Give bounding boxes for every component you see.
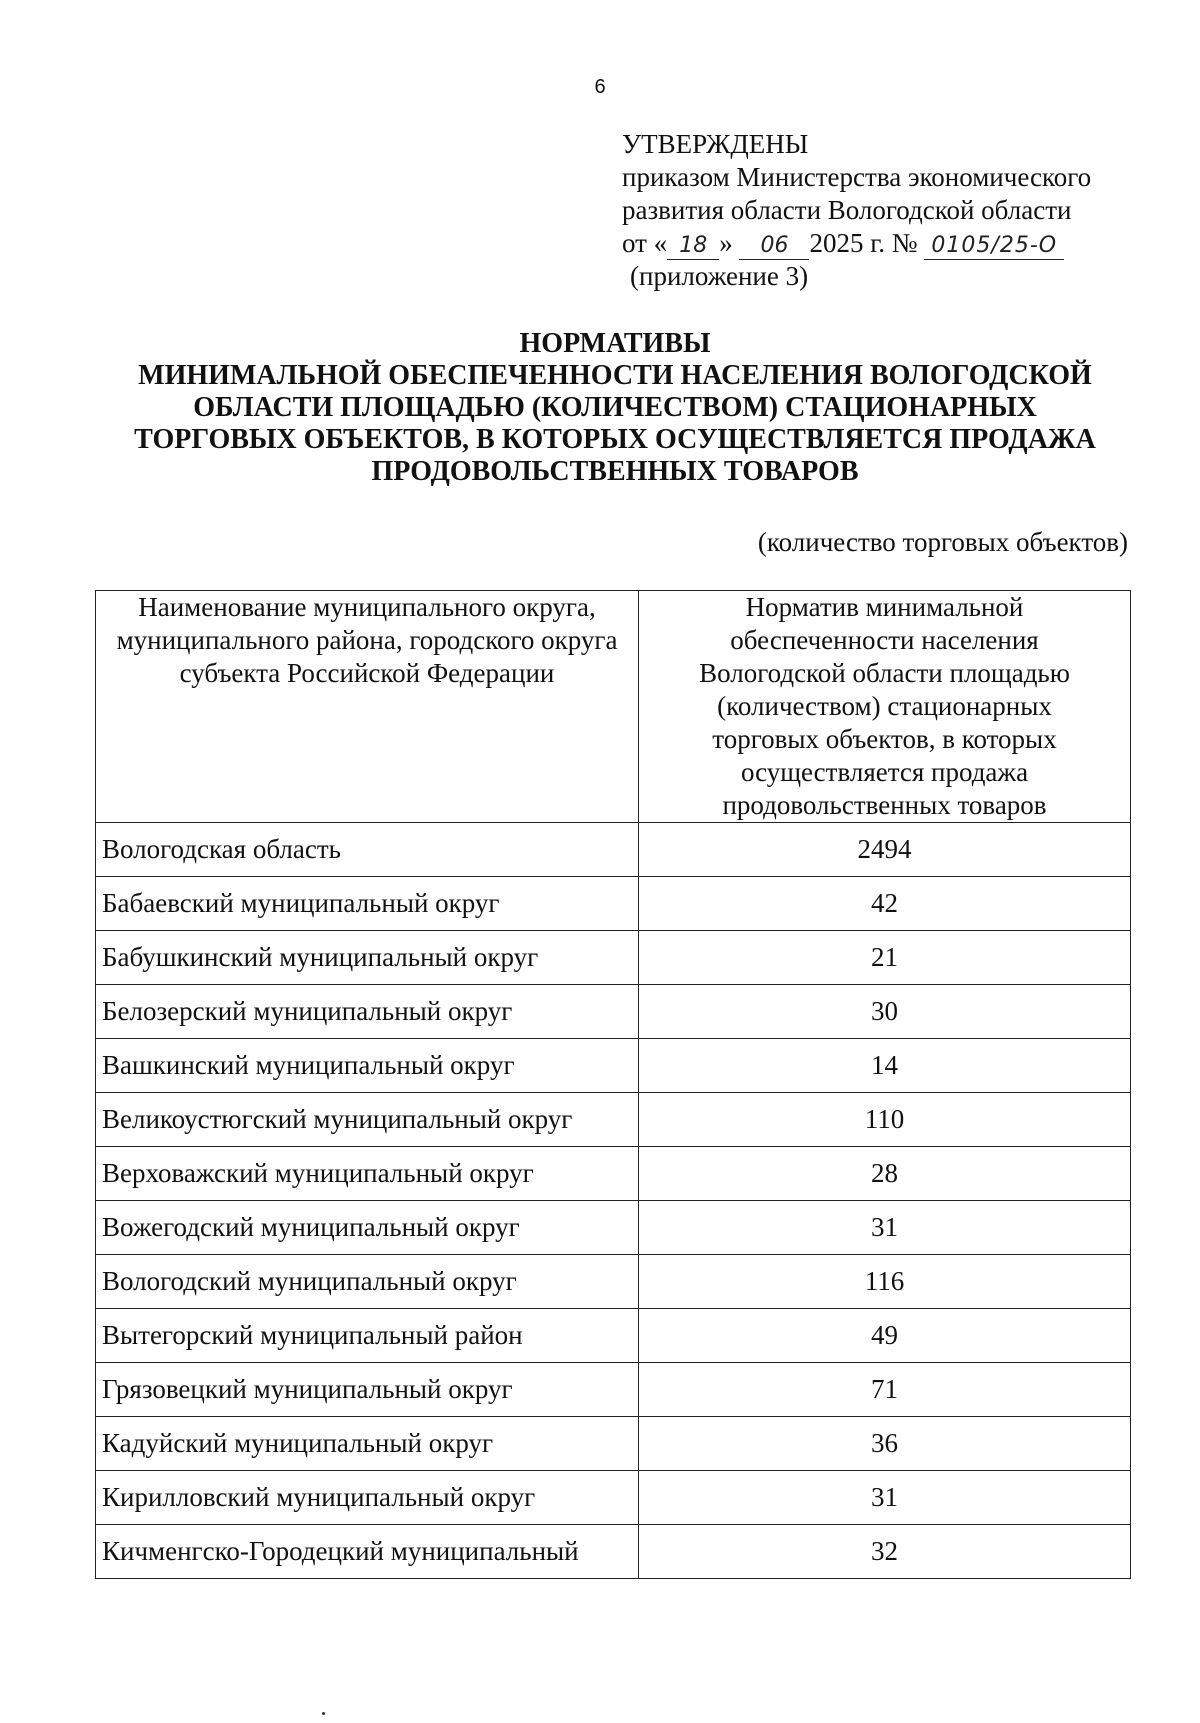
row-value: 32	[639, 1525, 1131, 1579]
table-row	[96, 823, 1131, 877]
row-name: Вашкинский муниципальный округ	[96, 1039, 639, 1093]
row-value: 28	[639, 1147, 1131, 1201]
table-row	[96, 1201, 1131, 1255]
row-value: 36	[639, 1417, 1131, 1471]
approval-block	[622, 128, 1091, 293]
handwritten-day: 18	[667, 233, 719, 260]
title-line-1: НОРМАТИВЫ	[519, 328, 711, 359]
scan-speck	[322, 1712, 325, 1715]
table-row	[96, 931, 1131, 985]
date-year: 2025 г. №	[809, 228, 918, 258]
table-row	[96, 1363, 1131, 1417]
title-line-5: ПРОДОВОЛЬСТВЕННЫХ ТОВАРОВ	[371, 456, 859, 487]
row-name: Белозерский муниципальный округ	[96, 985, 639, 1039]
row-value: 71	[639, 1363, 1131, 1417]
title-line-3: ОБЛАСТИ ПЛОЩАДЬЮ (КОЛИЧЕСТВОМ) СТАЦИОНАРНЫХ	[193, 392, 1037, 423]
header-value-line: Вологодской области площадью	[699, 658, 1070, 688]
approval-ministry-line: развития области Вологодской области	[622, 195, 1072, 225]
table-row	[96, 1039, 1131, 1093]
header-value-line: обеспеченности населения	[730, 625, 1039, 655]
row-name: Вологодский муниципальный округ	[96, 1255, 639, 1309]
row-value: 42	[639, 877, 1131, 931]
row-name: Верховажский муниципальный округ	[96, 1147, 639, 1201]
row-name: Кадуйский муниципальный округ	[96, 1417, 639, 1471]
appendix-note: (приложение 3)	[630, 261, 809, 291]
title-line-2: МИНИМАЛЬНОЙ ОБЕСПЕЧЕННОСТИ НАСЕЛЕНИЯ ВОЛОГОДСКОЙ	[138, 360, 1092, 391]
table-row	[96, 1309, 1131, 1363]
header-value-line: (количеством) стационарных	[717, 691, 1052, 721]
date-prefix: от «	[622, 228, 668, 258]
row-value: 31	[639, 1471, 1131, 1525]
row-name: Вожегодский муниципальный округ	[96, 1201, 639, 1255]
table-row	[96, 877, 1131, 931]
header-name-cell	[96, 591, 639, 823]
document-title	[0, 328, 1200, 488]
table-row	[96, 1417, 1131, 1471]
row-value: 14	[639, 1039, 1131, 1093]
row-name: Кирилловский муниципальный округ	[96, 1471, 639, 1525]
header-name-line: субъекта Российской Федерации	[179, 658, 555, 688]
row-value: 2494	[639, 823, 1131, 877]
row-value: 49	[639, 1309, 1131, 1363]
table-row	[96, 1093, 1131, 1147]
header-value-line: Норматив минимальной	[745, 592, 1024, 622]
unit-note: (количество торговых объектов)	[757, 527, 1128, 557]
table-row	[96, 1471, 1131, 1525]
row-name: Кичменгско-Городецкий муниципальный	[96, 1525, 639, 1579]
header-name-line: Наименование муниципального округа,	[138, 592, 596, 622]
page-number: 6	[594, 76, 606, 98]
header-value-line: торговых объектов, в которых	[712, 724, 1057, 754]
row-name: Великоустюгский муниципальный округ	[96, 1093, 639, 1147]
handwritten-month: 06	[739, 233, 809, 260]
norms-table	[95, 590, 1131, 1579]
table-row	[96, 1255, 1131, 1309]
row-name: Грязовецкий муниципальный округ	[96, 1363, 639, 1417]
table-row	[96, 985, 1131, 1039]
table-header-row	[96, 591, 1131, 823]
approval-order-line: приказом Министерства экономического	[622, 162, 1092, 192]
row-value: 116	[639, 1255, 1131, 1309]
row-name: Бабаевский муниципальный округ	[96, 877, 639, 931]
row-value: 30	[639, 985, 1131, 1039]
header-value-line: продовольственных товаров	[722, 790, 1047, 820]
approval-date-line	[622, 227, 1091, 260]
header-name-line: муниципального района, городского округа	[116, 625, 618, 655]
row-value: 31	[639, 1201, 1131, 1255]
row-value: 21	[639, 931, 1131, 985]
handwritten-order-number: 0105/25-О	[924, 233, 1064, 260]
row-value: 110	[639, 1093, 1131, 1147]
table-row	[96, 1147, 1131, 1201]
date-quote-close: »	[719, 228, 733, 258]
header-value-line: осуществляется продажа	[740, 757, 1029, 787]
title-line-4: ТОРГОВЫХ ОБЪЕКТОВ, В КОТОРЫХ ОСУЩЕСТВЛЯЕТСЯ ПРОДАЖА	[134, 424, 1096, 455]
header-value-cell	[639, 591, 1131, 823]
row-name: Бабушкинский муниципальный округ	[96, 931, 639, 985]
approval-heading: УТВЕРЖДЕНЫ	[622, 129, 809, 159]
row-name: Вытегорский муниципальный район	[96, 1309, 639, 1363]
row-name: Вологодская область	[96, 823, 639, 877]
table-row	[96, 1525, 1131, 1579]
